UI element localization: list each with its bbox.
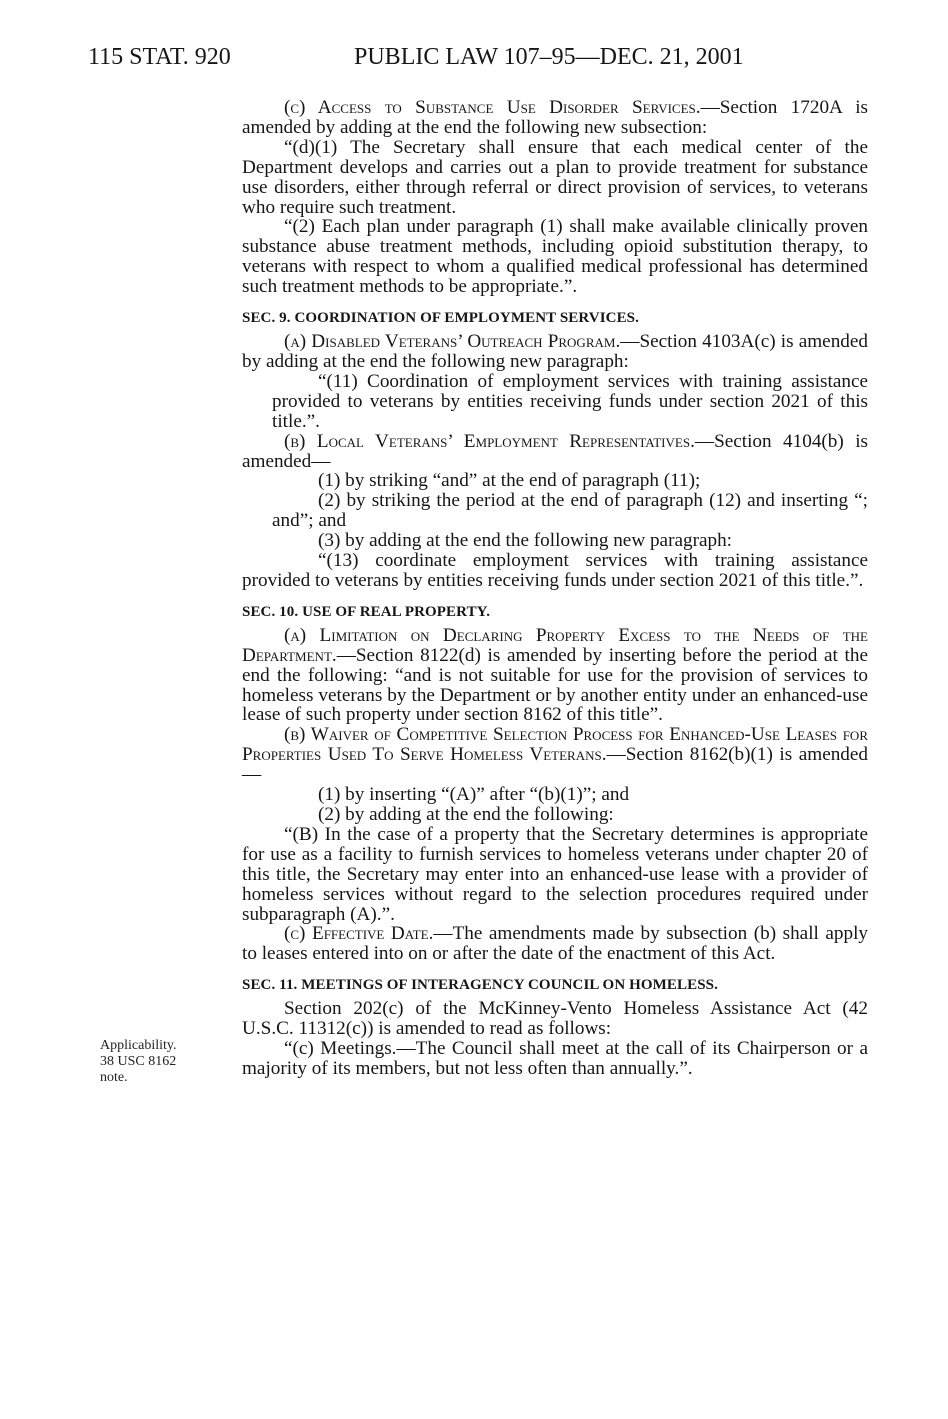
margin-note-line: note. — [100, 1070, 128, 1085]
paragraph: (c) Access to Substance Use Disorder Services.—Section 1720A is amended by adding at the end the following new subsection: — [242, 97, 868, 138]
quoted-paragraph: “(2) Each plan under paragraph (1) shall make available clinically proven substance abuse treatment methods, including opioid substitution therapy, to veterans with respect to whom a qualified medical professional has determined such treatment methods to be appropriate.”. — [242, 216, 868, 298]
document-body — [242, 98, 868, 1079]
paragraph: (b) Waiver of Competitive Selection Process for Enhanced-Use Leases for Properties Used To Serve Homeless Veterans.—Section 8162(b)(1) is amended— — [242, 724, 869, 786]
margin-note-line: Applicability. — [100, 1038, 177, 1053]
quoted-paragraph: “(B) In the case of a property that the Secretary determines is appropriate for use as a facility to furnish services to homeless veterans under chapter 20 of this title, the Secretary may enter into an enhanced-use lease with a provider of homeless services without regard to the selection procedures required under subparagraph (A).”. — [242, 823, 868, 925]
quoted-paragraph: “(11) Coordination of employment services with training assistance provided to veterans by entities receiving funds under section 2021 of this title.”. — [272, 370, 868, 432]
paragraph: (a) Limitation on Declaring Property Excess to the Needs of the Department.—Section 8122(d) is amended by inserting before the period at the end the following: “and is not suitable for use for the provision of services to homeless veterans by the Department or by another entity under an enhanced-use lease of such property under section 8162 of this title”. — [242, 624, 868, 726]
list-item: (1) by inserting “(A)” after “(b)(1)”; and — [318, 784, 630, 806]
subsection-heading: (a) Limitation on Declaring Property Excess to the Needs of the Department. — [242, 624, 868, 666]
subsection-heading: (a) Disabled Veterans’ Outreach Program. — [284, 331, 621, 353]
quoted-paragraph: “(c) Meetings.—The Council shall meet at the call of its Chairperson or a majority of its members, but not less often than annually.”. — [242, 1038, 868, 1079]
section-heading: SEC. 9. COORDINATION OF EMPLOYMENT SERVICES. — [242, 310, 639, 327]
section-heading: SEC. 10. USE OF REAL PROPERTY. — [242, 603, 491, 620]
list-item: (2) by striking the period at the end of paragraph (12) and inserting “; and”; and — [272, 490, 868, 532]
section-heading: SEC. 11. MEETINGS OF INTERAGENCY COUNCIL ON HOMELESS. — [242, 977, 718, 994]
list-item: (3) by adding at the end the following new paragraph: — [318, 530, 733, 552]
stat-page-number: 115 STAT. 920 — [88, 44, 231, 70]
list-item: (1) by striking “and” at the end of paragraph (11); — [318, 470, 701, 492]
list-item: (2) by adding at the end the following: — [318, 804, 614, 825]
page-header — [88, 44, 868, 78]
subsection-heading: (c) Effective Date. — [284, 923, 434, 945]
subsection-heading: (b) Waiver of Competitive Selection Process for Enhanced-Use Leases for Properties Used To Serve Homeless Veterans. — [242, 724, 868, 766]
paragraph: Section 202(c) of the McKinney-Vento Homeless Assistance Act (42 U.S.C. 11312(c)) is amended to read as follows: — [242, 998, 868, 1040]
quoted-paragraph: “(13) coordinate employment services with training assistance provided to veterans by entities receiving funds under section 2021 of this title.”. — [242, 550, 868, 591]
margin-note-line: 38 USC 8162 — [100, 1054, 177, 1069]
margin-note — [100, 1038, 210, 1086]
paragraph: (b) Local Veterans’ Employment Representatives.—Section 4104(b) is amended— — [242, 430, 868, 472]
subsection-heading: (c) Access to Substance Use Disorder Services. — [284, 97, 701, 118]
paragraph: (a) Disabled Veterans’ Outreach Program.—Section 4103A(c) is amended by adding at the end the following new paragraph: — [242, 331, 868, 372]
quoted-paragraph: “(d)(1) The Secretary shall ensure that each medical center of the Department develops and carries out a plan to provide treatment for substance use disorders, either through referral or direct provision of services, to veterans who require such treatment. — [242, 136, 868, 218]
subsection-heading: (b) Local Veterans’ Employment Representatives. — [284, 430, 695, 452]
public-law-title: PUBLIC LAW 107–95—DEC. 21, 2001 — [354, 44, 744, 70]
paragraph: (c) Effective Date.—The amendments made by subsection (b) shall apply to leases entered into on or after the date of the enactment of this Act. — [242, 923, 868, 965]
